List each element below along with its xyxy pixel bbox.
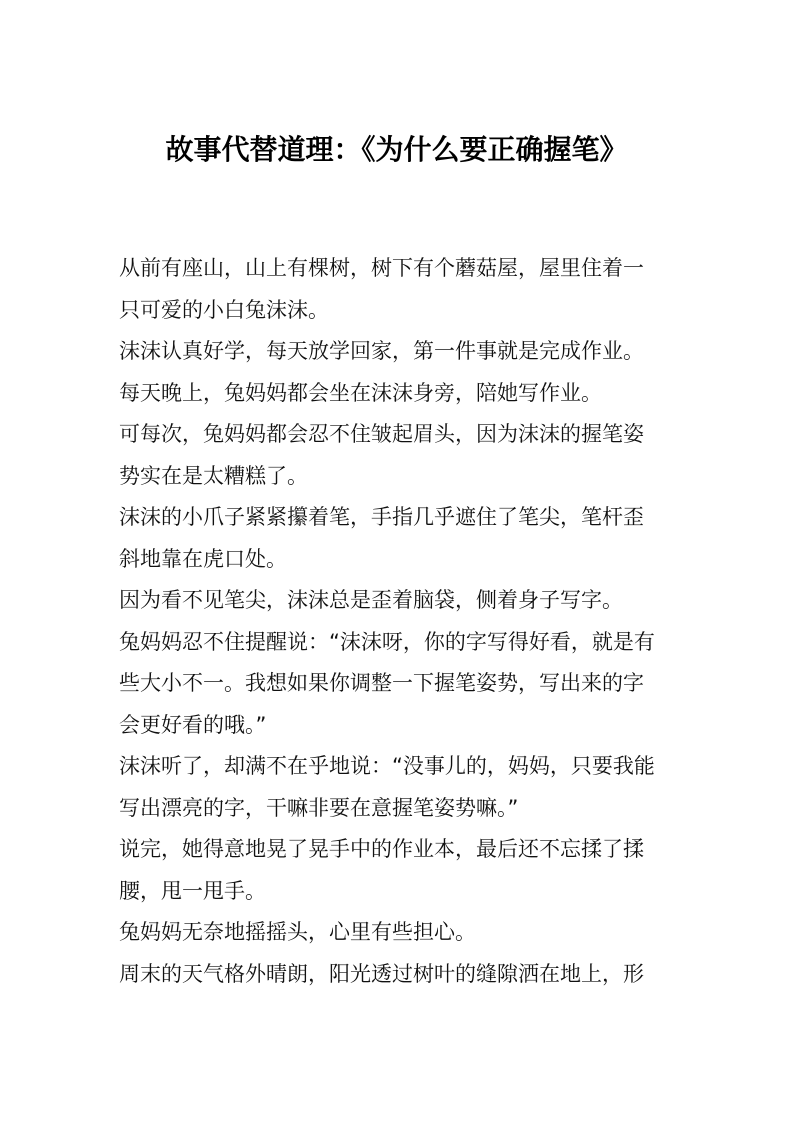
document-title: 故事代替道理：《为什么要正确握笔》 xyxy=(165,133,628,166)
story-line: 因为看不见笔尖，沫沫总是歪着脑袋，侧着身子写字。 xyxy=(119,588,623,612)
story-line: 斜地靠在虎口处。 xyxy=(119,546,287,571)
story-line: 周末的天气格外晴朗，阳光透过树叶的缝隙洒在地上，形 xyxy=(119,961,644,986)
story-line: 会更好看的哦。” xyxy=(119,712,267,737)
story-line: 些大小不一。我想如果你调整一下握笔姿势，写出来的字 xyxy=(119,671,644,695)
story-body xyxy=(119,248,679,995)
story-line: 沫沫听了，却满不在乎地说：“没事儿的，妈妈，只要我能 xyxy=(119,754,655,778)
story-line: 兔妈妈无奈地摇摇头，心里有些担心。 xyxy=(119,920,476,944)
story-line: 说完，她得意地晃了晃手中的作业本，最后还不忘揉了揉 xyxy=(119,837,644,861)
story-line: 沫沫认真好学，每天放学回家，第一件事就是完成作业。 xyxy=(119,339,644,363)
story-line: 每天晚上，兔妈妈都会坐在沫沫身旁，陪她写作业。 xyxy=(119,380,602,405)
story-line: 兔妈妈忍不住提醒说：“沫沫呀，你的字写得好看，就是有 xyxy=(119,629,655,654)
story-line: 腰，甩一甩手。 xyxy=(119,878,266,903)
story-line: 从前有座山，山上有棵树，树下有个蘑菇屋，屋里住着一 xyxy=(119,256,644,280)
story-line: 势实在是太糟糕了。 xyxy=(119,463,308,488)
story-line: 可每次，兔妈妈都会忍不住皱起眉头，因为沫沫的握笔姿 xyxy=(119,422,644,446)
story-line: 写出漂亮的字，干嘛非要在意握笔姿势嘛。” xyxy=(119,795,519,820)
story-line: 只可爱的小白兔沫沫。 xyxy=(119,297,329,322)
story-line: 沫沫的小爪子紧紧攥着笔，手指几乎遮住了笔尖，笔杆歪 xyxy=(119,505,644,529)
